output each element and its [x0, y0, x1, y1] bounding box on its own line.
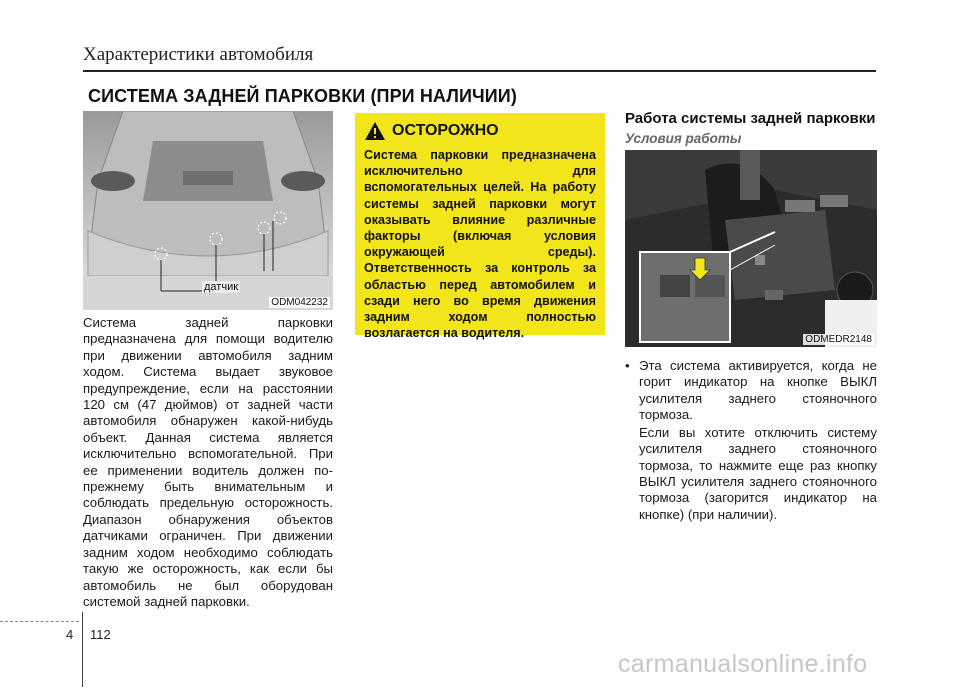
warning-triangle-icon: [364, 121, 386, 141]
figure2-code: ODMEDR2148: [805, 334, 872, 345]
bullet-marker: •: [625, 358, 630, 373]
intro-paragraph: Система задней парковки предназначена для помощи водителю при движении автомобиля задним ходом. Система выдает звуковое предупреждение, если на расстоянии 120 см (47 дюймов) от задней части автомобиля обнаружен какой-нибудь объект. Данная система является исключительно вспомогательной. При ее применении водитель должен по-прежнему быть внимательным и соблюдать предельную осторожность. Диапазон обнаружения объектов датчиками ограничен. При движении задним ходом необходимо соблюдать такую же осторожность, как если бы автомобиль не был оборудован системой задней парковки.: [83, 315, 333, 609]
watermark-text: carmanualsonline.info: [618, 650, 868, 678]
console-photo: [625, 150, 877, 347]
warning-title: ОСТОРОЖНО: [392, 122, 499, 139]
rear-bumper-photo: [83, 111, 333, 310]
bullet-text: Эта система активируется, когда не горит индикатор на кнопке ВЫКЛ усилителя заднего стояночного тормоза.: [639, 358, 877, 422]
operation-title: Работа системы задней парковки: [625, 110, 876, 127]
list-item: [625, 358, 877, 423]
warning-header: [364, 121, 596, 141]
warning-text: Система парковки предназначена исключительно для вспомогательных целей. На работу системы задней парковки могут оказывать влияние различные факторы (включая условия окружающей среды). Ответственность за контроль за областью перед автомобилем и сзади него во время движения задним ходом полностью возлагается на водителя.: [364, 148, 596, 341]
sensor-label: датчик: [204, 281, 239, 293]
section-number: 4: [66, 627, 74, 642]
page-header-title: Характеристики автомобиля: [83, 44, 314, 65]
page-divider: [82, 612, 83, 687]
warning-box: [355, 113, 605, 341]
center-console-illustration: [625, 150, 877, 347]
operation-subtitle: Условия работы: [625, 131, 742, 146]
footer-dash: [0, 621, 79, 622]
header-rule: [83, 70, 876, 72]
section-title: СИСТЕМА ЗАДНЕЙ ПАРКОВКИ (ПРИ НАЛИЧИИ): [88, 86, 517, 106]
figure1-code: ODM042232: [271, 297, 328, 308]
page-number: 112: [90, 627, 111, 642]
bullet-continuation: Если вы хотите отключить систему усилителя заднего стояночного тормоза, то нажмите еще раз кнопку ВЫКЛ усилителя заднего стояночного тормоза (загорится индикатор на кнопке) (при наличии).: [639, 425, 877, 522]
bullet-list: [625, 358, 877, 523]
